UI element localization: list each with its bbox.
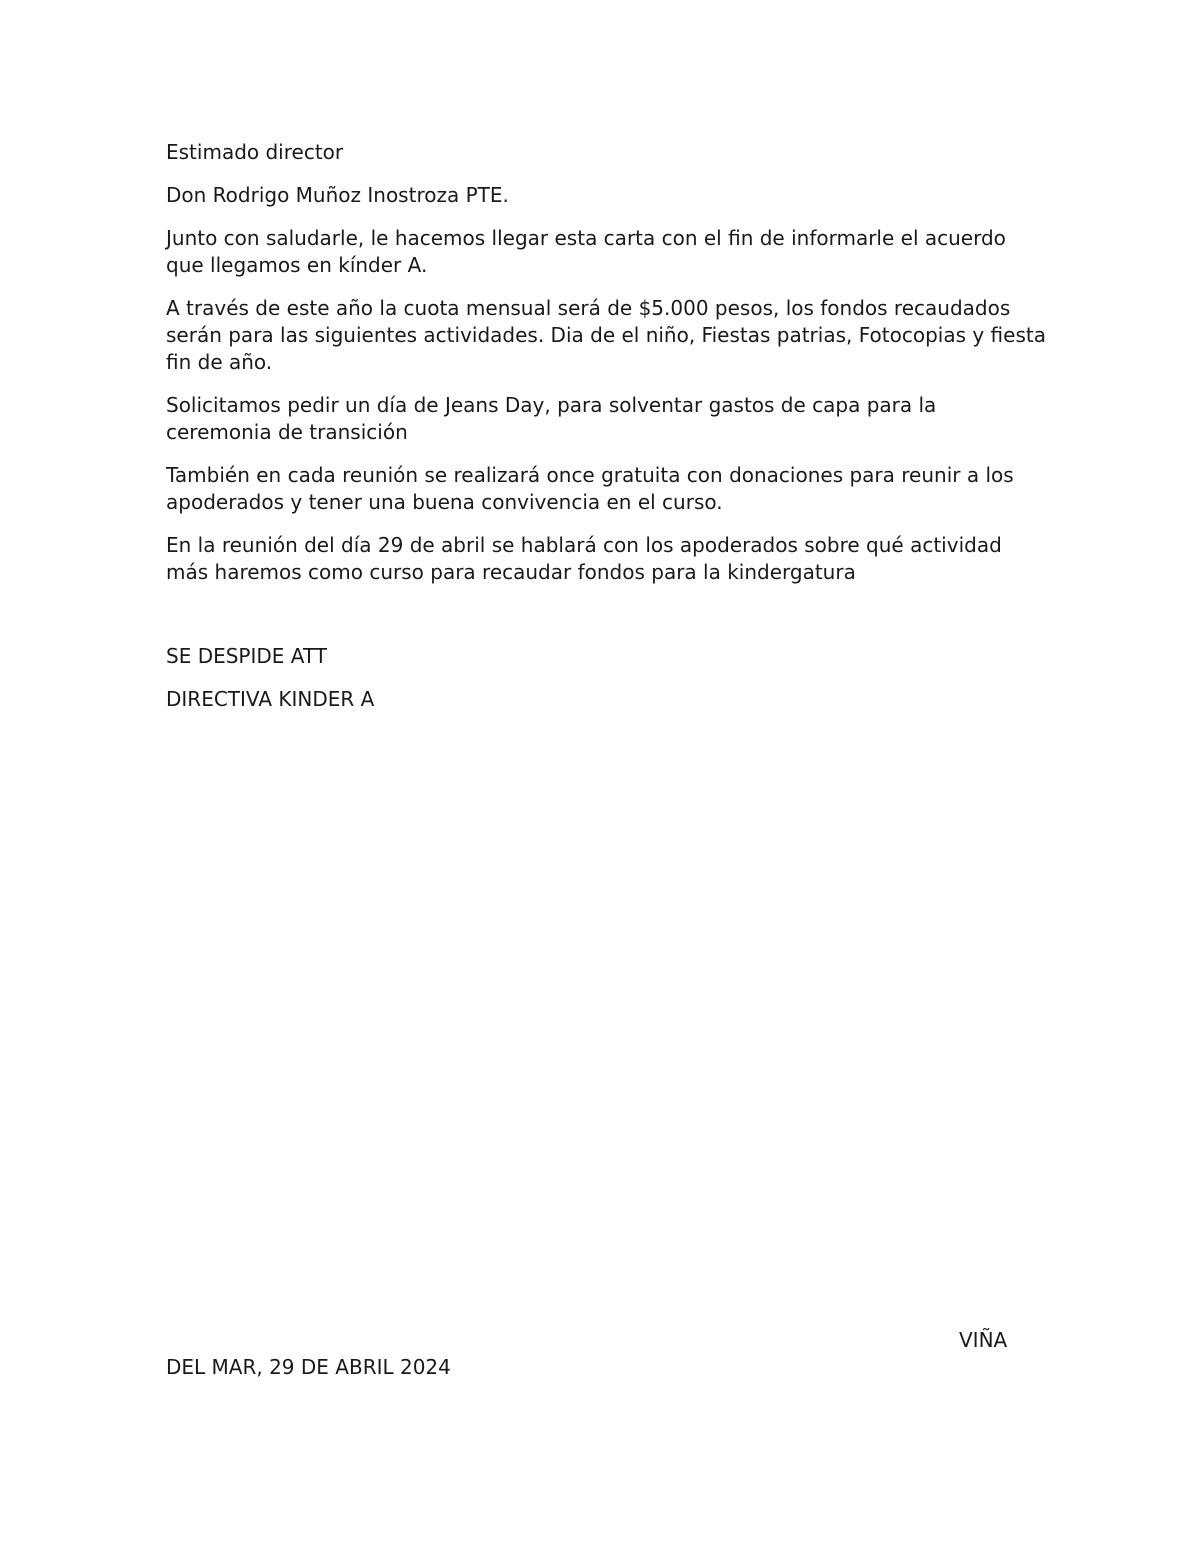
closing-line: SE DESPIDE ATT bbox=[166, 644, 327, 668]
recipient: Don Rodrigo Muñoz Inostroza PTE. bbox=[166, 183, 509, 207]
letter-closing bbox=[166, 643, 766, 729]
paragraph-jeans-day: Solicitamos pedir un día de Jeans Day, para solventar gastos de capa para la ceremonia de transición bbox=[166, 393, 937, 444]
place-city: VIÑA bbox=[959, 1328, 1008, 1352]
paragraph-april-meeting: En la reunión del día 29 de abril se hablará con los apoderados sobre qué actividad más haremos como curso para recaudar fondos para la kindergatura bbox=[166, 533, 1002, 584]
salutation: Estimado director bbox=[166, 140, 344, 164]
paragraph-meetings: También en cada reunión se realizará once gratuita con donaciones para reunir a los apoderados y tener una buena convivencia en el curso. bbox=[166, 463, 1014, 514]
signature: DIRECTIVA KINDER A bbox=[166, 687, 375, 711]
letter-body bbox=[166, 139, 1046, 602]
paragraph-fee: A través de este año la cuota mensual será de $5.000 pesos, los fondos recaudados serán para las siguientes actividades. Dia de el niño, Fiestas patrias, Fotocopias y fiesta fin de año. bbox=[166, 296, 1046, 374]
place-date: DEL MAR, 29 DE ABRIL 2024 bbox=[166, 1355, 451, 1379]
paragraph-intro: Junto con saludarle, le hacemos llegar esta carta con el fin de informarle el acuerdo que llegamos en kínder A. bbox=[166, 226, 1006, 277]
